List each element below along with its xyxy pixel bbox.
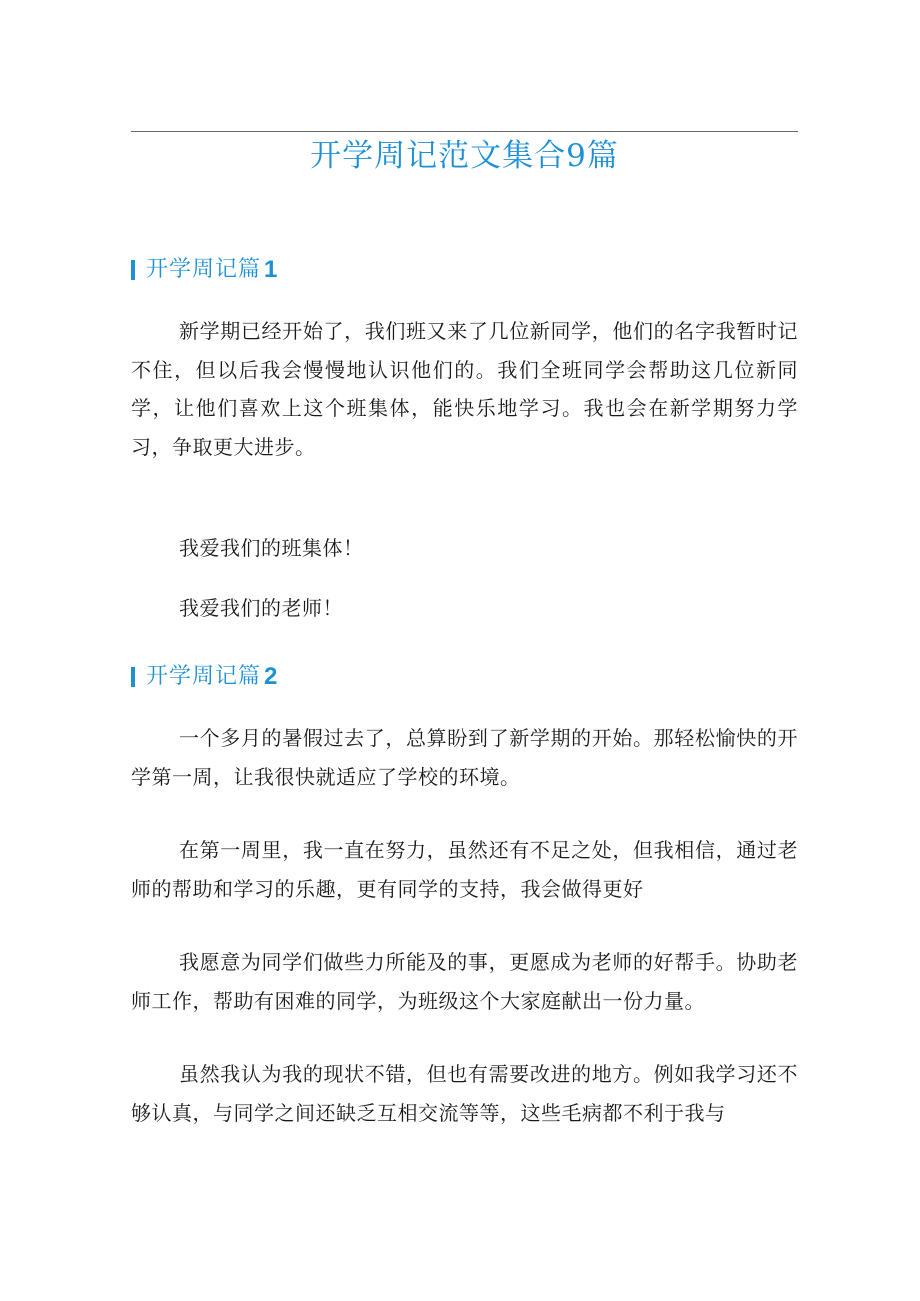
section-heading-text: 开学周记篇 <box>146 257 262 282</box>
paragraph: 我爱我们的老师！ <box>179 596 343 620</box>
paragraph: 一个多月的暑假过去了，总算盼到了新学期的开始。那轻松愉快的开学第一周，让我很快就适应了学校的环境。 <box>131 726 798 789</box>
paragraph: 在第一周里，我一直在努力，虽然还有不足之处，但我相信，通过老师的帮助和学习的乐趣，更有同学的支持，我会做得更好 <box>131 838 798 901</box>
paragraph: 虽然我认为我的现状不错，但也有需要改进的地方。例如我学习还不够认真，与同学之间还缺乏互相交流等等，这些毛病都不利于我与 <box>131 1062 798 1125</box>
heading-bar-icon <box>131 667 135 687</box>
document-title: 开学周记范文集合9篇 <box>310 138 619 174</box>
paragraph: 我愿意为同学们做些力所能及的事，更愿成为老师的好帮手。协助老师工作，帮助有困难的同学，为班级这个大家庭献出一份力量。 <box>131 950 798 1013</box>
section-heading-number: 2 <box>264 663 278 690</box>
paragraph: 新学期已经开始了，我们班又来了几位新同学，他们的名字我暂时记不住，但以后我会慢慢地认识他们的。我们全班同学会帮助这几位新同学，让他们喜欢上这个班集体，能快乐地学习。我也会在新学期努力学习，争取更大进步。 <box>131 319 798 459</box>
heading-bar-icon <box>131 260 135 280</box>
paragraph: 我爱我们的班集体！ <box>179 536 364 560</box>
top-divider <box>131 131 798 132</box>
section-heading-text: 开学周记篇 <box>146 664 262 689</box>
section-heading-2 <box>131 662 277 692</box>
section-heading-1 <box>131 255 277 285</box>
section-heading-number: 1 <box>264 256 278 283</box>
